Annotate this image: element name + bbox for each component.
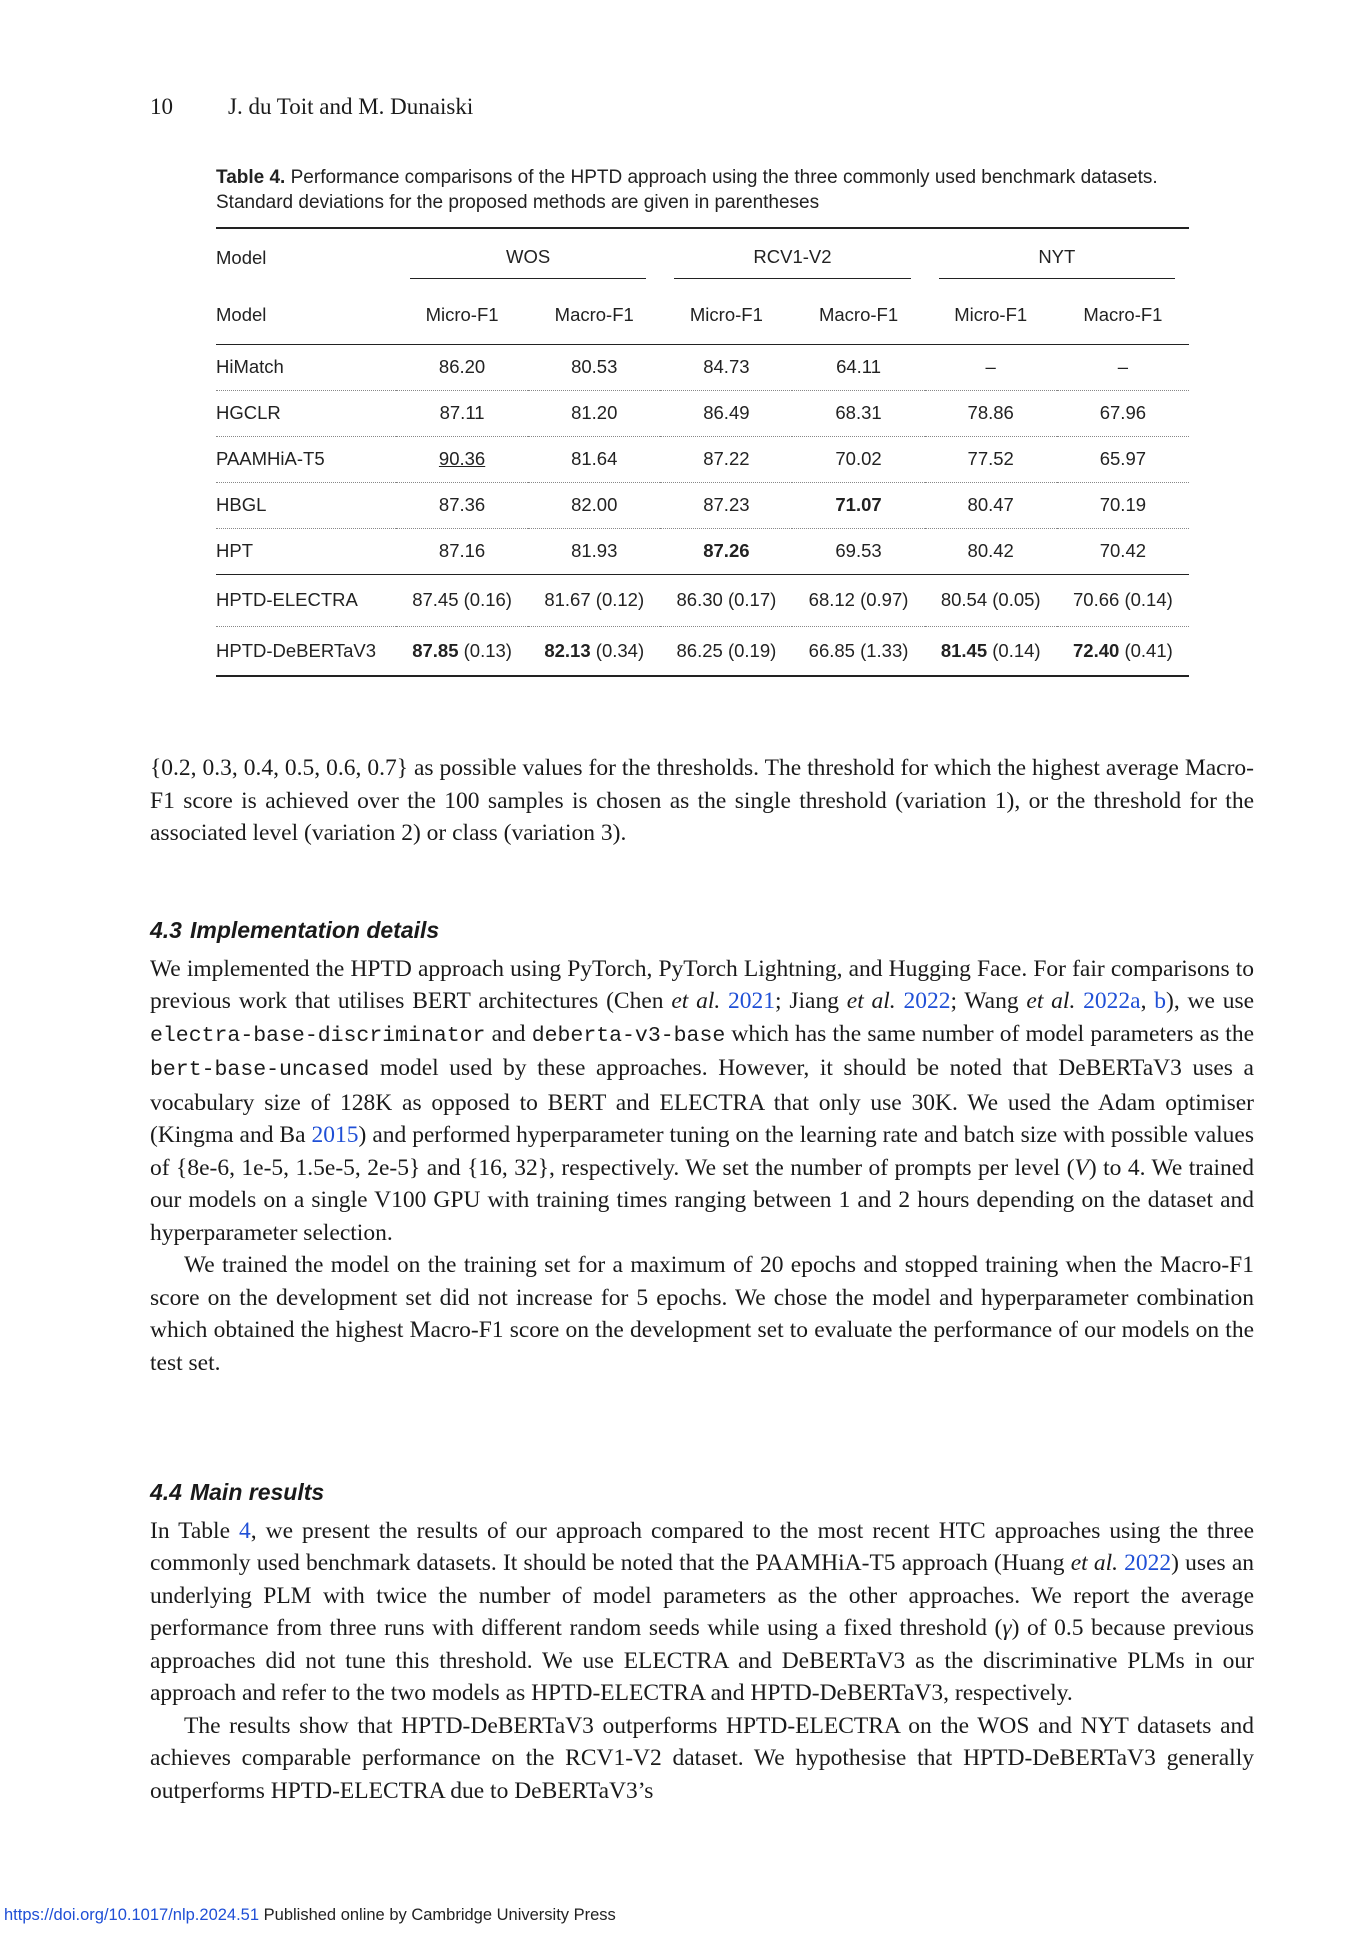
table-cell: 78.86 bbox=[925, 390, 1057, 436]
table-cell: 69.53 bbox=[792, 528, 924, 574]
table-cell: 82.13 (0.34) bbox=[528, 626, 660, 676]
table-cell: 86.25 (0.19) bbox=[660, 626, 792, 676]
section-4-3 bbox=[150, 914, 1254, 1379]
table-cell: – bbox=[1057, 344, 1189, 390]
table-caption bbox=[216, 165, 1189, 215]
header-metric: Macro-F1 bbox=[1057, 286, 1189, 344]
results-table bbox=[216, 227, 1189, 677]
publisher-note: Published online by Cambridge University Press bbox=[263, 1906, 616, 1924]
table-cell: – bbox=[925, 344, 1057, 390]
paragraph-text: {0.2, 0.3, 0.4, 0.5, 0.6, 0.7} as possible values for the thresholds. The threshold for which the highest average Macro-F1 score is achieved over the 100 samples is chosen as the single threshold (variation 1), or the threshold for the associated level (variation 2) or class (variation 3). bbox=[150, 755, 1254, 846]
table-row-proposed bbox=[216, 574, 1189, 626]
table-header-row-metrics bbox=[216, 286, 1189, 344]
section-heading bbox=[150, 1476, 1254, 1509]
section-title: Main results bbox=[189, 1479, 325, 1505]
citation-link[interactable]: 2022 bbox=[1124, 1550, 1172, 1576]
table-cell: 87.16 bbox=[396, 528, 528, 574]
table-cell: 81.20 bbox=[528, 390, 660, 436]
table-cell: 70.66 (0.14) bbox=[1057, 574, 1189, 626]
table-cell-underlined: 90.36 bbox=[396, 436, 528, 482]
header-metric: Micro-F1 bbox=[396, 286, 528, 344]
header-metric: Micro-F1 bbox=[925, 286, 1057, 344]
table-header-row-groups bbox=[216, 228, 1189, 286]
section-heading bbox=[150, 914, 1254, 947]
table-cell: 87.36 bbox=[396, 482, 528, 528]
citation-link[interactable]: b bbox=[1154, 988, 1166, 1014]
table-cell: 81.93 bbox=[528, 528, 660, 574]
table-cell: 87.45 (0.16) bbox=[396, 574, 528, 626]
paragraph: The results show that HPTD-DeBERTaV3 outperforms HPTD-ELECTRA on the WOS and NYT datasets and achieves comparable performance on the RCV1-V2 dataset. We hypothesise that HPTD-DeBERTaV3 generally outperforms HPTD-ELECTRA due to DeBERTaV3’s bbox=[150, 1712, 1254, 1804]
row-model: HPTD-ELECTRA bbox=[216, 574, 396, 626]
running-head-authors: J. du Toit and M. Dunaiski bbox=[228, 94, 474, 119]
code-model-name: bert-base-uncased bbox=[150, 1058, 370, 1082]
code-model-name: electra-base-discriminator bbox=[150, 1023, 486, 1048]
table-cell: 87.23 bbox=[660, 482, 792, 528]
table-cell: 67.96 bbox=[1057, 390, 1189, 436]
row-model: HBGL bbox=[216, 482, 396, 528]
paragraph-thresholds bbox=[150, 752, 1254, 850]
header-group-nyt: NYT bbox=[925, 228, 1189, 286]
footer bbox=[4, 1906, 616, 1925]
table-cell: 77.52 bbox=[925, 436, 1057, 482]
table-cell: 66.85 (1.33) bbox=[792, 626, 924, 676]
paragraph: We trained the model on the training set for a maximum of 20 epochs and stopped training when the Macro-F1 score on the development set did not increase for 5 epochs. We chose the model and hyperparameter combination which obtained the highest Macro-F1 score on the development set to evaluate the performance of our models on the test set. bbox=[150, 1252, 1254, 1376]
citation-link[interactable]: 2015 bbox=[311, 1122, 359, 1148]
page-number: 10 bbox=[150, 94, 173, 119]
table-caption-text: Performance comparisons of the HPTD approach using the three commonly used benchmark datasets. Standard deviations for the proposed methods are given in parentheses bbox=[216, 167, 1158, 213]
table-row-proposed bbox=[216, 626, 1189, 676]
table-cell: 87.11 bbox=[396, 390, 528, 436]
section-number: 4.3 bbox=[150, 917, 182, 943]
table-cell: 80.47 bbox=[925, 482, 1057, 528]
header-group-rcv1: RCV1-V2 bbox=[660, 228, 924, 286]
doi-link[interactable]: https://doi.org/10.1017/nlp.2024.51 bbox=[4, 1906, 260, 1924]
table-cell: 70.19 bbox=[1057, 482, 1189, 528]
table-cell: 72.40 (0.41) bbox=[1057, 626, 1189, 676]
table-cell: 81.67 (0.12) bbox=[528, 574, 660, 626]
table-row bbox=[216, 344, 1189, 390]
table-cell: 68.31 bbox=[792, 390, 924, 436]
table-cell: 65.97 bbox=[1057, 436, 1189, 482]
row-model: HGCLR bbox=[216, 390, 396, 436]
table-cell: 87.22 bbox=[660, 436, 792, 482]
header-model-sub: Model bbox=[216, 286, 396, 344]
header-model: Model bbox=[216, 228, 396, 286]
table-cell: 80.54 (0.05) bbox=[925, 574, 1057, 626]
table-row bbox=[216, 390, 1189, 436]
row-model: HiMatch bbox=[216, 344, 396, 390]
table-cell: 81.45 (0.14) bbox=[925, 626, 1057, 676]
table-cell: 86.30 (0.17) bbox=[660, 574, 792, 626]
table-cell-bold: 87.26 bbox=[660, 528, 792, 574]
row-model: HPTD-DeBERTaV3 bbox=[216, 626, 396, 676]
section-number: 4.4 bbox=[150, 1479, 182, 1505]
header-metric: Macro-F1 bbox=[792, 286, 924, 344]
row-model: PAAMHiA-T5 bbox=[216, 436, 396, 482]
paragraph: We implemented the HPTD approach using PyTorch, PyTorch Lightning, and Hugging Face. For fair comparisons to previous work that utilises BERT architectures (Chen et al. 2021; Jiang et al. 2022; Wang et al. 2022a, b), we use electra-base-discriminator and deberta-v3-base which has the same number of model parameters as the bert-base-uncased model used by these approaches. However, it should be noted that DeBERTaV3 uses a vocabulary size of 128K as opposed to BERT and ELECTRA that only use 30K. We used the Adam optimiser (Kingma and Ba 2015) and performed hyperparameter tuning on the learning rate and batch size with possible values of {8e-6, 1e-5, 1.5e-5, 2e-5} and {16, 32}, respectively. We set the number of prompts per level (V) to 4. We trained our models on a single V100 GPU with training times ranging between 1 and 2 hours depending on the dataset and hyperparameter selection. bbox=[150, 955, 1255, 1246]
table-ref-link[interactable]: 4 bbox=[239, 1517, 251, 1544]
table-row bbox=[216, 436, 1189, 482]
table-cell: 70.02 bbox=[792, 436, 924, 482]
code-model-name: deberta-v3-base bbox=[531, 1023, 726, 1048]
citation-link[interactable]: 2022 bbox=[903, 988, 951, 1014]
section-title: Implementation details bbox=[189, 917, 440, 943]
header-metric: Macro-F1 bbox=[528, 286, 660, 344]
running-head bbox=[150, 94, 473, 120]
header-group-wos: WOS bbox=[396, 228, 660, 286]
table-cell: 80.53 bbox=[528, 344, 660, 390]
table-cell: 64.11 bbox=[792, 344, 924, 390]
table-cell: 84.73 bbox=[660, 344, 792, 390]
table-4 bbox=[216, 165, 1189, 677]
table-row bbox=[216, 528, 1189, 574]
header-metric: Micro-F1 bbox=[660, 286, 792, 344]
section-4-4 bbox=[150, 1476, 1254, 1807]
paragraph: In Table 4, we present the results of our approach compared to the most recent HTC approaches using the three commonly used benchmark datasets. It should be noted that the PAAMHiA-T5 approach (Huang et al. 2022) uses an underlying PLM with twice the number of model parameters as the other approaches. We report the average performance from three runs with different random seeds while using a fixed threshold (γ) of 0.5 because previous approaches did not tune this threshold. We use ELECTRA and DeBERTaV3 as the discriminative PLMs in our approach and refer to the two models as HPTD-ELECTRA and HPTD-DeBERTaV3, respectively. bbox=[150, 1517, 1255, 1706]
table-cell: 70.42 bbox=[1057, 528, 1189, 574]
table-cell: 86.49 bbox=[660, 390, 792, 436]
row-model: HPT bbox=[216, 528, 396, 574]
table-cell: 80.42 bbox=[925, 528, 1057, 574]
table-caption-label: Table 4. bbox=[216, 167, 286, 188]
table-cell: 82.00 bbox=[528, 482, 660, 528]
table-cell-bold: 71.07 bbox=[792, 482, 924, 528]
citation-link[interactable]: 2022a bbox=[1083, 988, 1141, 1014]
table-cell: 87.85 (0.13) bbox=[396, 626, 528, 676]
table-cell: 86.20 bbox=[396, 344, 528, 390]
citation-link[interactable]: 2021 bbox=[728, 988, 776, 1014]
table-row bbox=[216, 482, 1189, 528]
table-cell: 81.64 bbox=[528, 436, 660, 482]
table-cell: 68.12 (0.97) bbox=[792, 574, 924, 626]
